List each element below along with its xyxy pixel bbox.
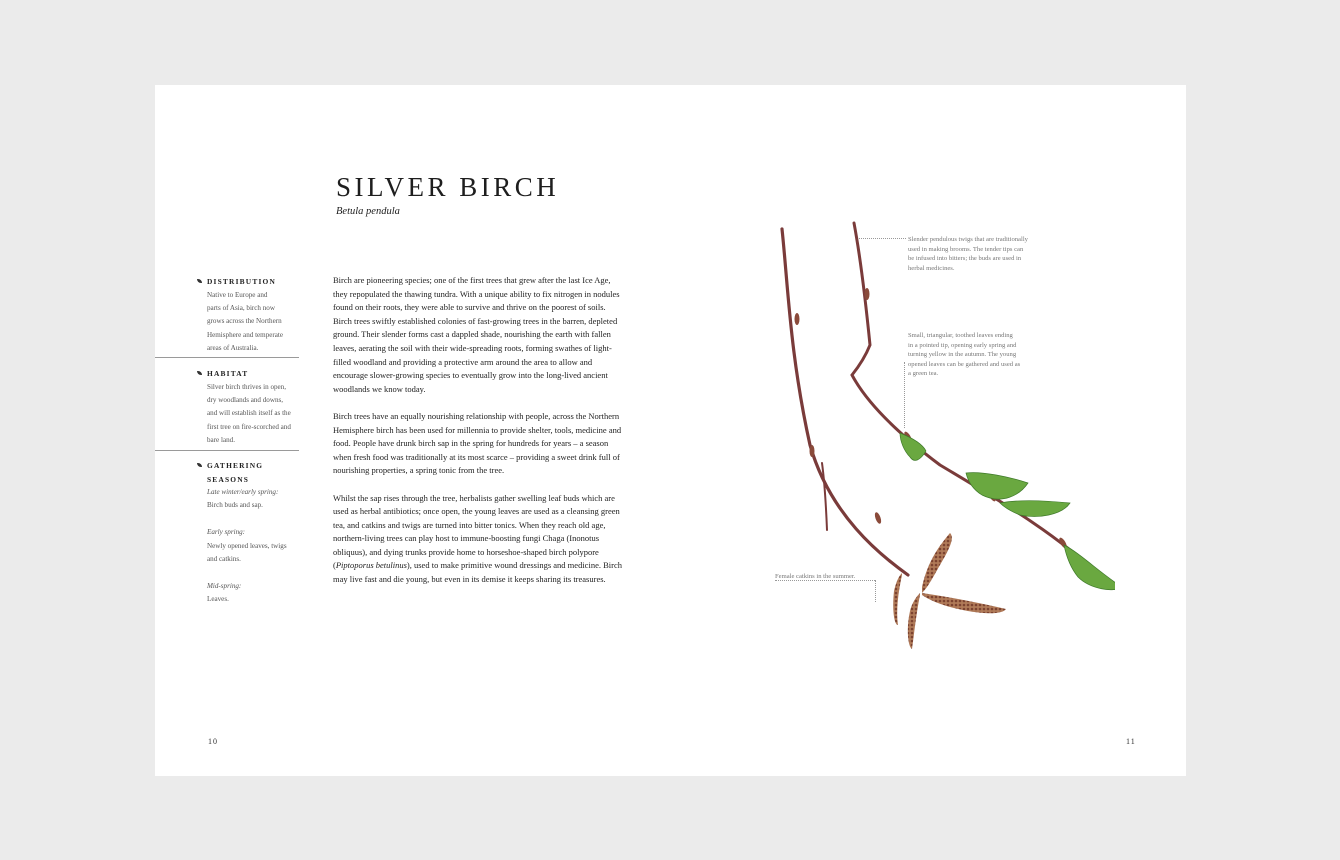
leaf-bullet-icon bbox=[197, 463, 202, 467]
habitat-text: Silver birch thrives in open, dry woodlands and downs, and will establish itself as the first tree on fire-scorched and bare land. bbox=[207, 382, 291, 445]
body-text bbox=[333, 274, 623, 587]
leaf-bullet-icon bbox=[197, 371, 202, 375]
caption-catkins: Female catkins in the summer. bbox=[775, 573, 856, 580]
twig bbox=[822, 463, 827, 530]
catkin bbox=[922, 593, 1006, 613]
bud bbox=[810, 445, 815, 457]
bud bbox=[795, 313, 800, 325]
bud bbox=[874, 512, 883, 525]
caption-twigs: Slender pendulous twigs that are traditionally used in making brooms. The tender tips can be infused into bitters; the buds are used in herbal medicines. bbox=[908, 236, 1028, 272]
caption-leaves: Small, triangular, toothed leaves ending in a pointed tip, opening early spring and turning yellow in the autumn. The young opened leaves can be gathered and used as a green tea. bbox=[908, 332, 1021, 378]
divider bbox=[155, 357, 299, 358]
divider bbox=[155, 450, 299, 451]
paragraph: Birch trees have an equally nourishing relationship with people, across the Northern Hemisphere birch has been used for millennia to provide shelter, tools, medicine and food. People have drunk birch sap in the spring for hundreds for years – a season when fresh food was traditionally at its most scarce – providing a sweet drink full of nourishing properties, a spring tonic from the tree. bbox=[333, 410, 622, 476]
caption-leader bbox=[859, 238, 906, 239]
leaf bbox=[1064, 545, 1115, 590]
habitat-heading: HABITAT bbox=[197, 367, 301, 381]
twig bbox=[852, 223, 1100, 577]
caption-leader bbox=[875, 580, 876, 602]
page-title: SILVER BIRCH bbox=[336, 172, 560, 202]
bud bbox=[865, 288, 870, 300]
book-spread bbox=[155, 85, 1186, 776]
caption-leader bbox=[904, 362, 905, 428]
twig bbox=[782, 229, 908, 575]
paragraph: Birch are pioneering species; one of the first trees that grew after the last Ice Age, they repopulated the thawing tundra. With a unique ability to fix nitrogen in nodules found on their roots, they were able to survive and thrive on the poorest of soils. Birch trees swiftly established colonies of fast-growing trees in the barren, depleted ground. Their slender forms cast a dappled shade, nourishing the earth with fallen leaves, aerating the soil with their wide-spreading roots, forming swathes of light-filled woodland and providing a protective arm around the area to allow and encourage slower-growing species to eventually grow into the long-lived ancient woodlands we know today. bbox=[333, 275, 620, 394]
leaf bbox=[900, 433, 926, 460]
gathering-section bbox=[197, 459, 301, 607]
catkin bbox=[922, 533, 952, 593]
leaf bbox=[966, 473, 1028, 499]
gathering-text: Late winter/early spring: Birch buds and sap. Early spring: Newly opened leaves, twigs and catkins. Mid-spring: Leaves. bbox=[207, 488, 287, 604]
page-number-left: 10 bbox=[208, 737, 218, 746]
leaf-bullet-icon bbox=[197, 279, 202, 283]
catkin bbox=[908, 593, 920, 649]
distribution-heading: DISTRIBUTION bbox=[197, 275, 301, 289]
latin-name: Betula pendula bbox=[336, 206, 400, 217]
habitat-section bbox=[197, 367, 301, 448]
catkin bbox=[893, 573, 902, 625]
page-number-right: 11 bbox=[1126, 737, 1136, 746]
distribution-text: Native to Europe and parts of Asia, birch now grows across the Northern Hemisphere and temperate areas of Australia. bbox=[207, 290, 284, 353]
birch-illustration bbox=[770, 215, 1115, 655]
distribution-section bbox=[197, 275, 301, 356]
paragraph: Whilst the sap rises through the tree, herbalists gather swelling leaf buds which are used as herbal antibiotics; once open, the young leaves are used as a cleansing green tea, and catkins and twigs are turned into bitter tonics. When they reach old age, northern-living trees can play host to immune-boosting fungi Chaga (Inonotus obliquus), and dying trunks provide home to horseshoe-shaped birch polypore (Piptoporus betulinus), used to make primitive wound dressings and medicine. Birch may live fast and die young, but even in its demise it keeps sharing its treasures. bbox=[333, 492, 622, 585]
leaf bbox=[1000, 501, 1070, 517]
gathering-heading: GATHERING SEASONS bbox=[197, 459, 301, 486]
